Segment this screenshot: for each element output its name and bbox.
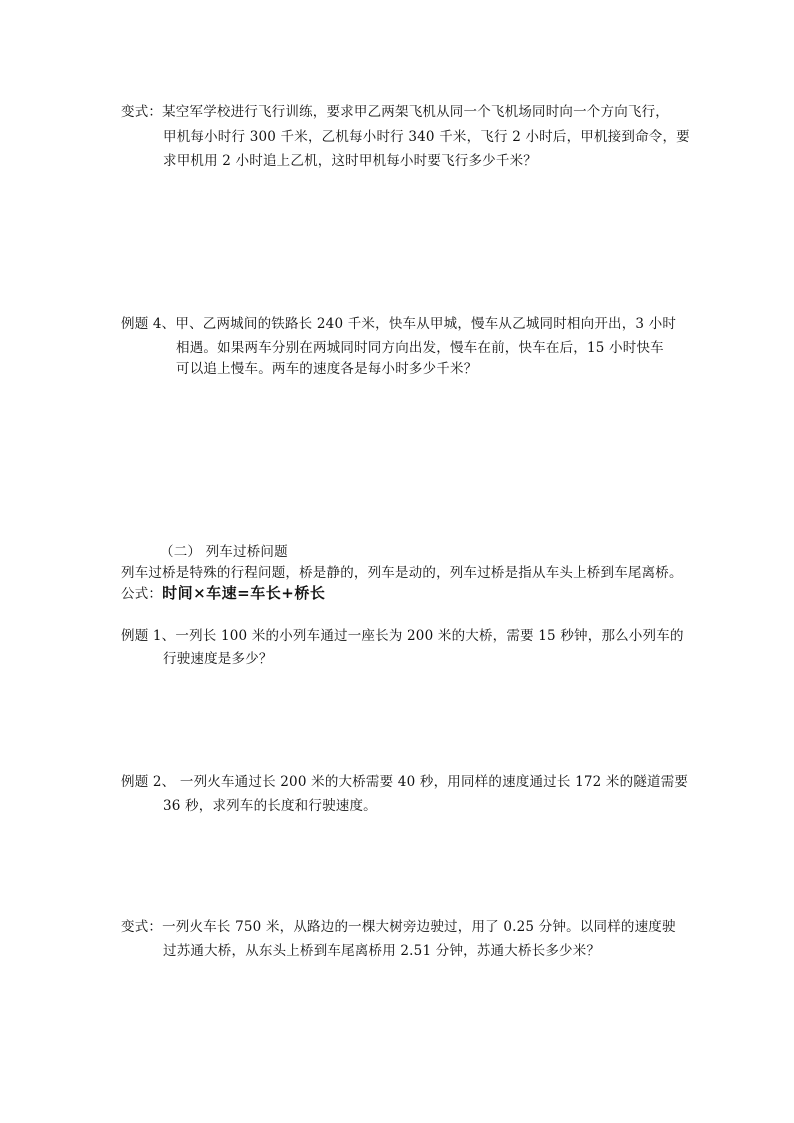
formula-text: 时间×车速=车长+桥长	[162, 584, 326, 602]
variant1-line-1: 变式：某空军学校进行飞行训练，要求甲乙两架飞机从同一个飞机场同时向一个方向飞行，	[121, 104, 669, 120]
variant1-line-3: 求甲机用 2 小时追上乙机，这时甲机每小时要飞行多少千米？	[163, 153, 537, 169]
example4-line-1: 例题 4、甲、乙两城间的铁路长 240 千米，快车从甲城，慢车从乙城同时相向开出，3 小时	[121, 316, 677, 332]
formula-line	[121, 585, 325, 602]
variant2-line-1: 变式：一列火车长 750 米，从路边的一棵大树旁边驶过，用了 0.25 分钟。以同样的速度驶	[121, 919, 676, 935]
train-example1-line-2: 行驶速度是多少？	[163, 651, 273, 667]
variant1-line-2: 甲机每小时行 300 千米，乙机每小时行 340 千米，飞行 2 小时后，甲机接到命令，要	[163, 129, 690, 145]
section-title: （二） 列车过桥问题	[160, 544, 288, 560]
section-description: 列车过桥是特殊的行程问题，桥是静的，列车是动的，列车过桥是指从车头上桥到车尾离桥。	[121, 565, 683, 581]
example4-line-2: 相遇。如果两车分别在两城同时同方向出发，慢车在前，快车在后，15 小时快车	[176, 340, 664, 356]
variant2-line-2: 过苏通大桥，从东头上桥到车尾离桥用 2.51 分钟，苏通大桥长多少米？	[163, 943, 601, 959]
formula-label: 公式：	[121, 586, 163, 602]
example4-line-3: 可以追上慢车。两车的速度各是每小时多少千米？	[176, 361, 478, 377]
train-example2-line-2: 36 秒，求列车的长度和行驶速度。	[163, 798, 377, 814]
train-example1-line-1: 例题 1、一列长 100 米的小列车通过一座长为 200 米的大桥，需要 15 秒钟，那么小列车的	[121, 628, 684, 644]
train-example2-line-1: 例题 2、 一列火车通过长 200 米的大桥需要 40 秒，用同样的速度通过长 172 米的隧道需要	[121, 774, 689, 790]
